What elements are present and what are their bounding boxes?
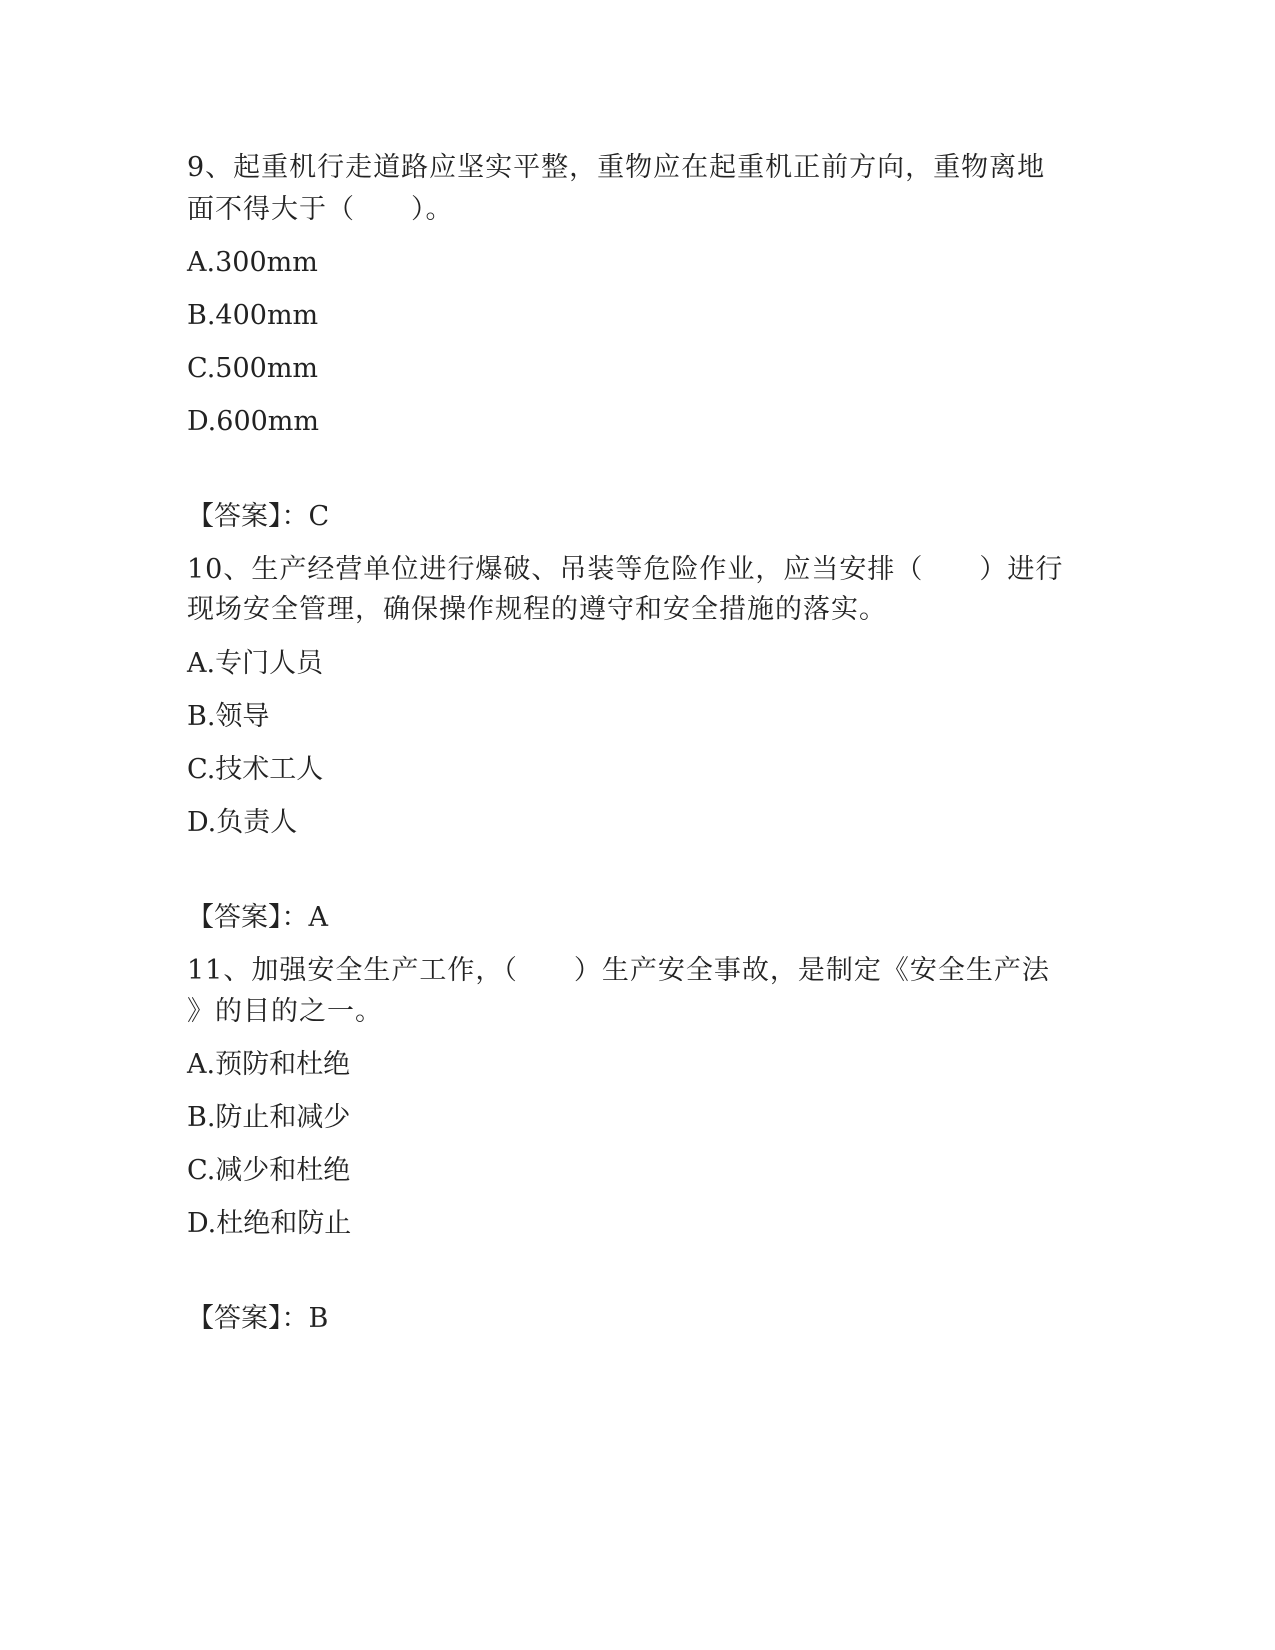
question-10-option-d: D.负责人: [187, 807, 298, 838]
question-11-option-c: C.减少和杜绝: [187, 1155, 351, 1186]
question-10-option-b: B.领导: [187, 701, 270, 732]
question-11-option-a: A.预防和杜绝: [187, 1049, 351, 1080]
question-10-answer: 【答案】：A: [187, 902, 328, 933]
question-11-stem-line-2: 》的目的之一。: [187, 996, 383, 1027]
question-11-answer: 【答案】：B: [187, 1303, 329, 1334]
question-9-answer: 【答案】：C: [187, 501, 330, 532]
question-9-stem-line-1: 9、起重机行走道路应坚实平整，重物应在起重机正前方向，重物离地: [187, 152, 1046, 183]
question-9-option-b: B.400mm: [187, 300, 319, 331]
question-10-option-a: A.专门人员: [187, 648, 324, 679]
question-9-option-d: D.600mm: [187, 406, 320, 437]
question-10-option-c: C.技术工人: [187, 754, 324, 785]
question-10-stem-line-1: 10、生产经营单位进行爆破、吊装等危险作业，应当安排（ ）进行: [187, 554, 1064, 585]
question-9-stem-line-2: 面不得大于（ ）。: [187, 194, 454, 225]
question-11-option-d: D.杜绝和防止: [187, 1208, 352, 1239]
question-9-option-a: A.300mm: [187, 247, 318, 278]
question-11-stem-line-1: 11、加强安全生产工作，（ ）生产安全事故，是制定《安全生产法: [187, 955, 1050, 986]
question-11-option-b: B.防止和减少: [187, 1102, 351, 1133]
question-10-stem-line-2: 现场安全管理，确保操作规程的遵守和安全措施的落实。: [187, 594, 887, 625]
question-9-option-c: C.500mm: [187, 353, 319, 384]
